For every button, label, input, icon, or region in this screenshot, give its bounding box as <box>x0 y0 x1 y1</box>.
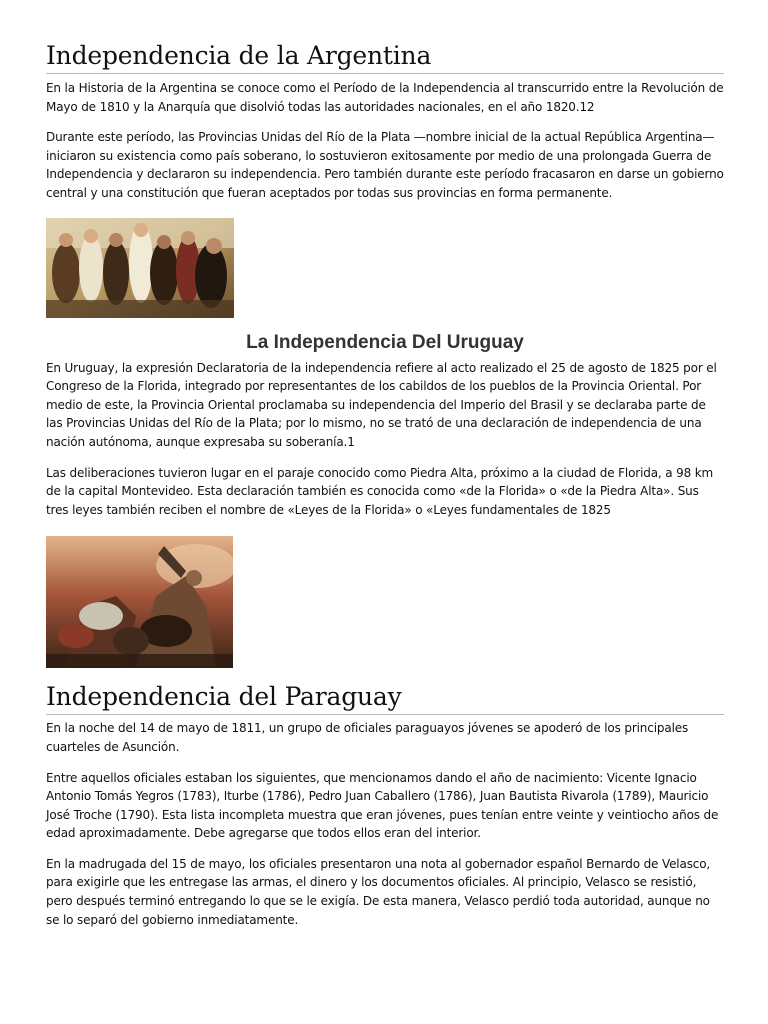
paragraph-argentina-2: Durante este período, las Provincias Unidas del Río de la Plata —nombre inicial de la actual República Argentina— iniciaron su existencia como país soberano, lo sostuvieron exitosamente por medio de una prolongada Guerra de Independencia y declararon su independencia. Pero también durante este período fracasaron en darse un gobierno central y una constitución que fueran aceptados por todas sus provincias en forma permanente. <box>46 130 724 200</box>
painting-cabildo-image <box>46 218 234 318</box>
document-page <box>46 40 724 929</box>
paragraph-paraguay-2: Entre aquellos oficiales estaban los siguientes, que mencionamos dando el año de nacimiento: Vicente Ignacio Antonio Tomás Yegros (1783), Iturbe (1786), Pedro Juan Caballero (1786), Juan Bautista Rivarola (1789), Mauricio José Troche (1790). Esta lista incompleta muestra que eran jóvenes, pues tenían entre veinte y veintiocho años de edad aproximadamente. Debe agregarse que todos ellos eran del interior. <box>46 770 719 841</box>
section-title-argentina: Independencia de la Argentina <box>46 40 724 74</box>
paragraph-argentina-1: En la Historia de la Argentina se conoce como el Período de la Independencia al transcurrido entre la Revolución de Mayo de 1810 y la Anarquía que disolvió todas las autoridades nacionales, en el año 1820.12 <box>46 81 724 114</box>
paragraph-uruguay-1: En Uruguay, la expresión Declaratoria de la independencia refiere al acto realizado el 25 de agosto de 1825 por el Congreso de la Florida, integrado por representantes de los cabildos de los pueblos de la Provincia Oriental. Por medio de este, la Provincia Oriental proclamaba su independencia del Imperio del Brasil y se declaraba parte de las Provincias Unidas del Río de la Plata; por lo mismo, no se trató de una declaración de independencia de una nación autónoma, aunque expresaba su soberanía.1 <box>46 360 717 449</box>
section-title-uruguay: La Independencia Del Uruguay <box>246 331 524 353</box>
section-title-paraguay: Independencia del Paraguay <box>46 681 724 715</box>
painting-battle-image <box>46 536 233 668</box>
paragraph-paraguay-1: En la noche del 14 de mayo de 1811, un grupo de oficiales paraguayos jóvenes se apoderó de los principales cuarteles de Asunción. <box>46 721 689 754</box>
paragraph-paraguay-3: En la madrugada del 15 de mayo, los oficiales presentaron una nota al gobernador español Bernardo de Velasco, para exigirle que les entregase las armas, el dinero y los documentos oficiales. Al principio, Velasco se resistió, pero después terminó entregando lo que se le exigía. De esta manera, Velasco perdió toda autoridad, aunque no se lo separó del gobierno inmediatamente. <box>46 856 711 927</box>
paragraph-uruguay-2: Las deliberaciones tuvieron lugar en el paraje conocido como Piedra Alta, próximo a la ciudad de Florida, a 98 km de la capital Montevideo. Esta declaración también es conocida como «de la Florida» o «de la Piedra Alta». Sus tres leyes también reciben el nombre de «Leyes de la Florida» o «Leyes fundamentales de 1825 <box>46 465 714 517</box>
